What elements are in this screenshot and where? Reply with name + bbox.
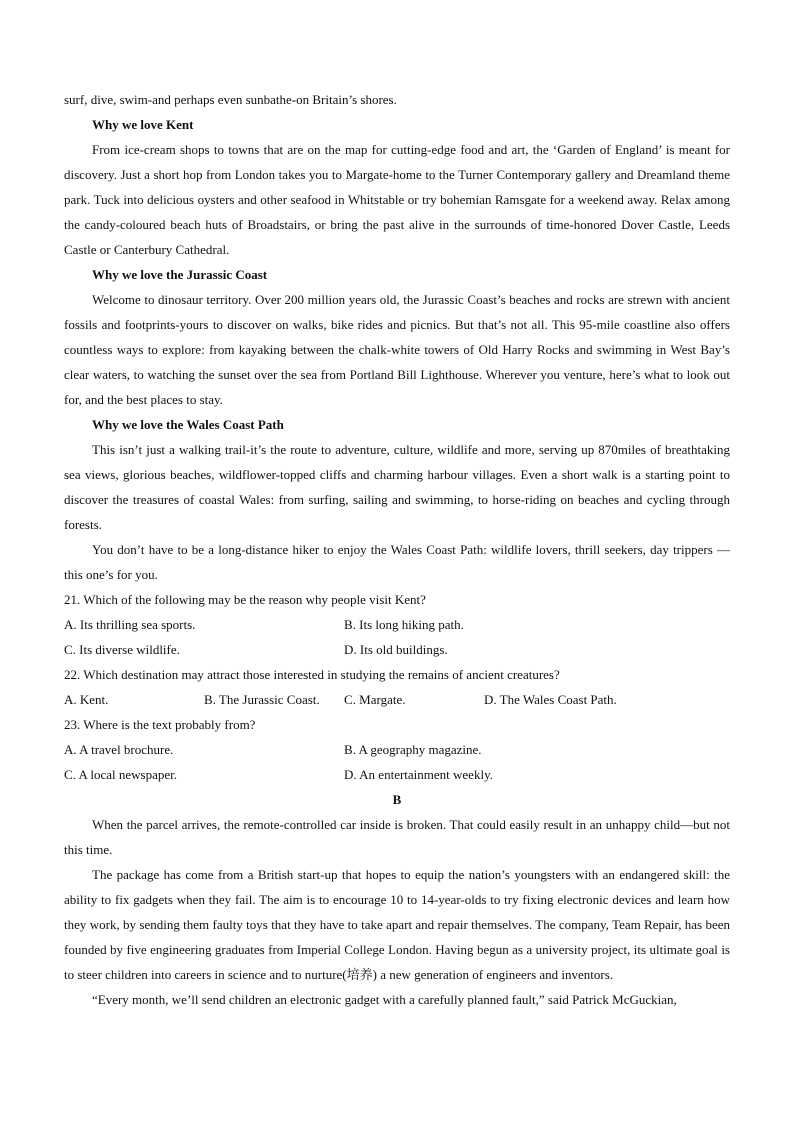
option-23-b: B. A geography magazine. [344,742,482,757]
option-22-c: C. Margate. [344,692,406,707]
option-21-c: C. Its diverse wildlife. [64,642,180,657]
option-21-d: D. Its old buildings. [344,642,448,657]
question-21-options-row-2 [64,637,730,662]
intro-tail: surf, dive, swim-and perhaps even sunbathe-on Britain’s shores. [64,92,397,107]
paragraph-wales-2: You don’t have to be a long-distance hiker to enjoy the Wales Coast Path: wildlife lovers, thrill seekers, day trippers — this one’s for you. [64,542,730,582]
document-page [64,87,730,1012]
paragraph-kent: From ice-cream shops to towns that are on the map for cutting-edge food and art, the ‘Garden of England’ is meant for discovery. Just a short hop from London takes you to Margate-home to the Turner Contemporary gallery and Dreamland theme park. Tuck into delicious oysters and other seafood in Whitstable or try bohemian Ramsgate for a weekend away. Relax among the candy-coloured beach huts of Broadstairs, or bring the past alive in the surrounds of time-honored Dover Castle, Leeds Castle or Canterbury Cathedral. [64,142,730,257]
heading-jurassic: Why we love the Jurassic Coast [92,267,268,282]
question-23-options-row-1 [64,737,730,762]
option-22-a: A. Kent. [64,692,109,707]
option-22-b: B. The Jurassic Coast. [204,692,320,707]
option-22-d: D. The Wales Coast Path. [484,692,617,707]
option-23-c: C. A local newspaper. [64,767,178,782]
option-23-a: A. A travel brochure. [64,742,174,757]
option-21-b: B. Its long hiking path. [344,617,464,632]
paragraph-jurassic: Welcome to dinosaur territory. Over 200 million years old, the Jurassic Coast’s beaches and rocks are strewn with ancient fossils and footprints-yours to discover on walks, bike rides and picnics. But that’s not all. This 95-mile coastline also offers countless ways to explore: from kayaking between the chalk-white towers of Old Harry Rocks and swimming in West Bay’s clear waters, to watching the sunset over the sea from Portland Bill Lighthouse. Wherever you venture, here’s what to look out for, and the best places to stay. [64,292,730,407]
section-b-label: B [392,792,402,807]
question-23-options-row-2 [64,762,730,787]
heading-kent: Why we love Kent [92,117,194,132]
option-21-a: A. Its thrilling sea sports. [64,617,196,632]
question-23: 23. Where is the text probably from? [64,717,256,732]
paragraph-b-1: When the parcel arrives, the remote-controlled car inside is broken. That could easily result in an unhappy child—but not this time. [64,817,730,857]
option-23-d: D. An entertainment weekly. [344,767,493,782]
paragraph-b-2: The package has come from a British start-up that hopes to equip the nation’s youngsters with an endangered skill: the ability to fix gadgets when they fail. The aim is to encourage 10 to 14-year-olds to try fixing electronic devices and learn how they work, by sending them faulty toys that they have to take apart and repair themselves. The company, Team Repair, has been founded by five engineering graduates from Imperial College London. Having begun as a university project, its ultimate goal is to steer children into careers in science and to nurture(培养) a new generation of engineers and inventors. [64,867,730,982]
question-21: 21. Which of the following may be the reason why people visit Kent? [64,592,426,607]
paragraph-b-3: “Every month, we’ll send children an electronic gadget with a carefully planned fault,” said Patrick McGuckian, [92,992,677,1007]
question-22: 22. Which destination may attract those interested in studying the remains of ancient creatures? [64,667,560,682]
heading-wales: Why we love the Wales Coast Path [92,417,284,432]
question-22-options [64,687,730,712]
paragraph-wales-1: This isn’t just a walking trail-it’s the route to adventure, culture, wildlife and more, serving up 870miles of breathtaking sea views, glorious beaches, wildflower-topped cliffs and charming harbour villages. Even a short walk is a starting point to discover the treasures of coastal Wales: from surfing, sailing and swimming, to horse-riding on beaches and cycling through forests. [64,442,730,532]
question-21-options-row-1 [64,612,730,637]
